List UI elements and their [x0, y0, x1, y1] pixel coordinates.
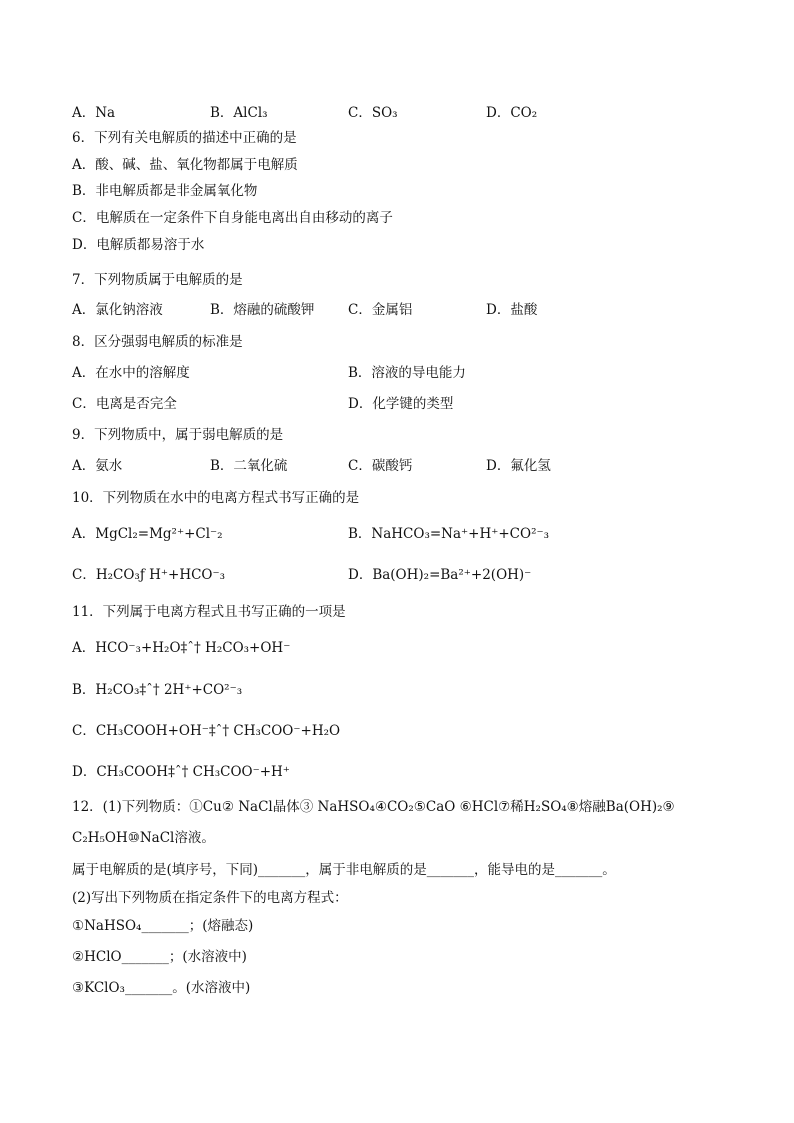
- q9-option-d: D．氟化氢: [486, 458, 551, 474]
- q9-option-c: C．碳酸钙: [348, 458, 413, 474]
- q10-option-c: C．H₂CO₃ƒ H⁺+HCO⁻₃: [72, 567, 226, 583]
- q12-line-7: ③KClO₃_______。(水溶液中): [72, 980, 251, 996]
- q5-option-d: D．CO₂: [486, 105, 538, 121]
- q12-line-1: 12．(1)下列物质：①Cu② NaCl晶体③ NaHSO₄④CO₂⑤CaO ⑥HCl⑦稀H₂SO₄⑧熔融Ba(OH)₂⑨: [72, 799, 675, 815]
- q7-option-a: A．氯化钠溶液: [72, 302, 163, 318]
- q9-option-b: B．二氧化硫: [210, 458, 288, 474]
- q11-option-a: A．HCO⁻₃+H₂O‡ˆ† H₂CO₃+OH⁻: [72, 640, 291, 656]
- q12-line-2: C₂H₅OH⑩NaCl溶液。: [72, 830, 215, 846]
- q8-stem: 8．区分强弱电解质的标准是: [72, 334, 243, 350]
- q6-option-b: B．非电解质都是非金属氧化物: [72, 183, 258, 199]
- q9-option-a: A．氨水: [72, 458, 123, 474]
- q12-line-3: 属于电解质的是(填序号，下同)_______，属于非电解质的是_______，能导电的是_______。: [72, 862, 616, 878]
- q12-line-6: ②HClO_______；(水溶液中): [72, 949, 247, 965]
- q8-option-c: C．电离是否完全: [72, 396, 177, 412]
- q6-option-a: A．酸、碱、盐、氧化物都属于电解质: [72, 157, 298, 173]
- q10-option-d: D．Ba(OH)₂=Ba²⁺+2(OH)⁻: [348, 567, 532, 583]
- q7-option-d: D．盐酸: [486, 302, 538, 318]
- q10-option-b: B．NaHCO₃=Na⁺+H⁺+CO²⁻₃: [348, 526, 550, 542]
- q8-option-b: B．溶液的导电能力: [348, 365, 466, 381]
- q11-option-d: D．CH₃COOH‡ˆ† CH₃COO⁻+H⁺: [72, 764, 290, 780]
- q7-option-b: B．熔融的硫酸钾: [210, 302, 315, 318]
- q5-option-b: B．AlCl₃: [210, 105, 268, 121]
- q7-option-c: C．金属铝: [348, 302, 413, 318]
- q11-stem: 11．下列属于电离方程式且书写正确的一项是: [72, 604, 346, 620]
- q7-stem: 7．下列物质属于电解质的是: [72, 272, 243, 288]
- q11-option-b: B．H₂CO₃‡ˆ† 2H⁺+CO²⁻₃: [72, 682, 243, 698]
- q11-option-c: C．CH₃COOH+OH⁻‡ˆ† CH₃COO⁻+H₂O: [72, 723, 341, 739]
- q10-stem: 10．下列物质在水中的电离方程式书写正确的是: [72, 490, 360, 506]
- q10-option-a: A．MgCl₂=Mg²⁺+Cl⁻₂: [72, 526, 223, 542]
- q12-line-4: (2)写出下列物质在指定条件下的电离方程式：: [72, 890, 348, 906]
- q5-option-a: A．Na: [72, 105, 116, 121]
- q9-stem: 9．下列物质中，属于弱电解质的是: [72, 427, 284, 443]
- q8-option-d: D．化学键的类型: [348, 396, 454, 412]
- q5-option-c: C．SO₃: [348, 105, 398, 121]
- q8-option-a: A．在水中的溶解度: [72, 365, 190, 381]
- q12-line-5: ①NaHSO₄_______；(熔融态): [72, 918, 254, 934]
- q6-stem: 6．下列有关电解质的描述中正确的是: [72, 130, 297, 146]
- q6-option-c: C．电解质在一定条件下自身能电离出自由移动的离子: [72, 210, 393, 226]
- q6-option-d: D．电解质都易溶于水: [72, 237, 205, 253]
